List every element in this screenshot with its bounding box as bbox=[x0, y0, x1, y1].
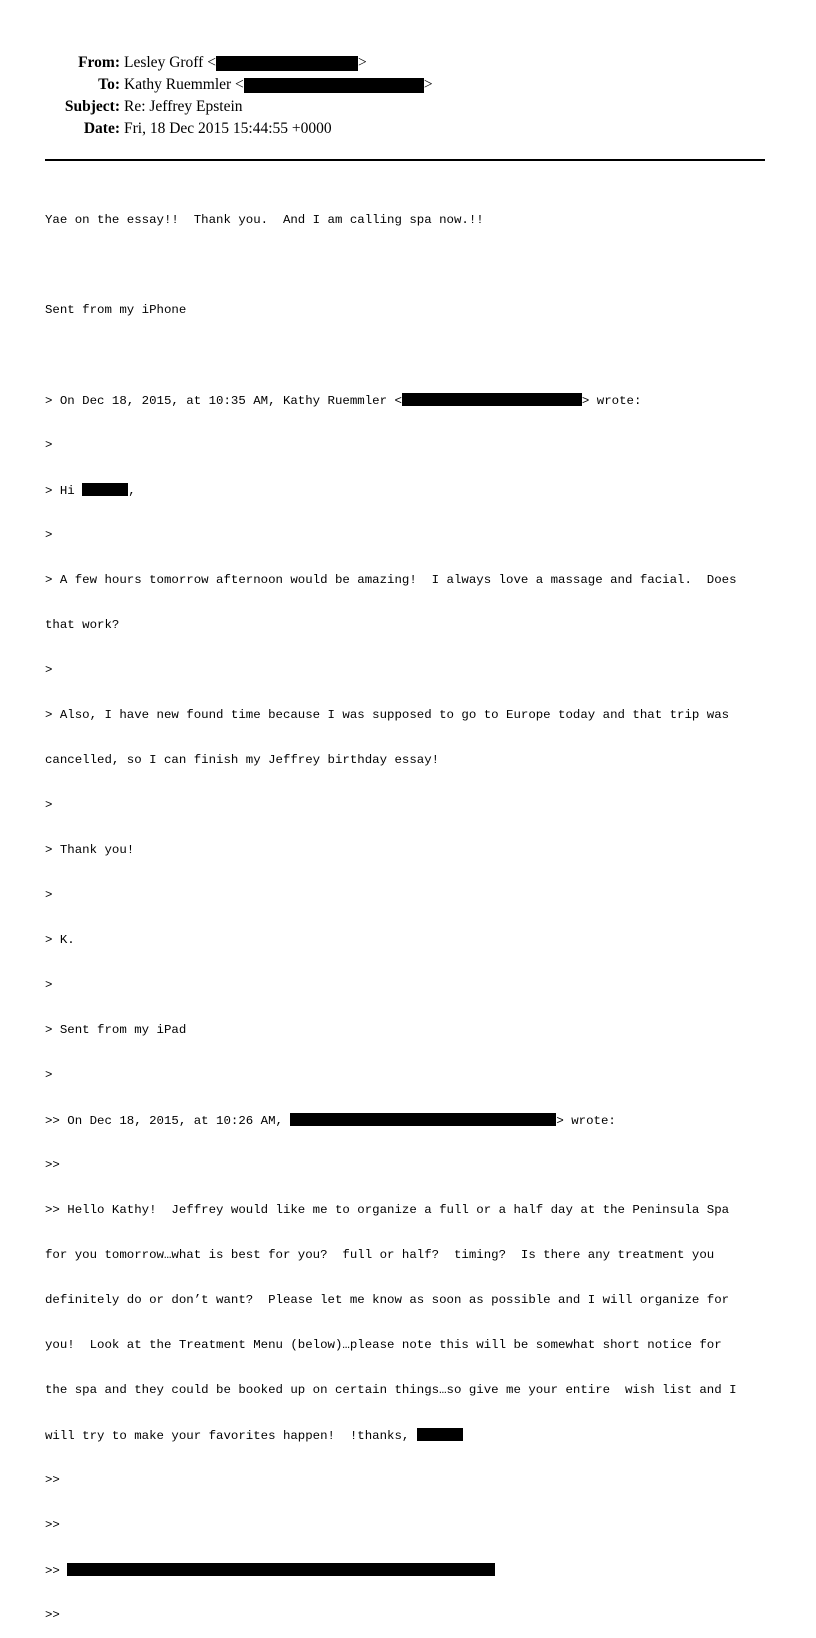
quote-attribution: > On Dec 18, 2015, at 10:35 AM, Kathy Ruemmler < bbox=[45, 394, 402, 408]
redaction-block bbox=[417, 1428, 463, 1441]
body-line: > A few hours tomorrow afternoon would be amazing! I always love a massage and facial. Does bbox=[45, 573, 737, 587]
body-line: > bbox=[45, 438, 53, 452]
body-line: Yae on the essay!! Thank you. And I am calling spa now.!! bbox=[45, 213, 484, 227]
body-line: > bbox=[45, 888, 53, 902]
from-label: From: bbox=[78, 54, 120, 71]
body-line bbox=[45, 1563, 775, 1578]
redaction-block bbox=[402, 393, 582, 406]
body-line: cancelled, so I can finish my Jeffrey birthday essay! bbox=[45, 753, 440, 767]
body-line: >> bbox=[45, 1608, 60, 1622]
body-line: > Thank you! bbox=[45, 843, 135, 857]
date-value: Fri, 18 Dec 2015 15:44:55 +0000 bbox=[124, 120, 332, 137]
from-name: Lesley Groff < bbox=[124, 54, 216, 71]
greeting-end: , bbox=[128, 484, 136, 498]
subject-label: Subject: bbox=[64, 98, 120, 115]
body-line bbox=[45, 393, 775, 408]
from-value bbox=[124, 52, 367, 74]
body-line: > Sent from my iPad bbox=[45, 1023, 187, 1037]
quote-attribution-end: > wrote: bbox=[581, 394, 642, 408]
quote-attribution-end: > wrote: bbox=[556, 1114, 616, 1128]
body-line: > Also, I have new found time because I was supposed to go to Europe today and that trip was bbox=[45, 708, 730, 722]
body-line: >> bbox=[45, 1473, 60, 1487]
quote-marker: >> bbox=[45, 1564, 68, 1578]
body-line bbox=[45, 1113, 775, 1128]
body-line: > K. bbox=[45, 933, 75, 947]
redaction-block bbox=[82, 483, 128, 496]
from-close: > bbox=[357, 54, 367, 71]
body-line: >> bbox=[45, 1518, 60, 1532]
quote-attribution: >> On Dec 18, 2015, at 10:26 AM, bbox=[45, 1114, 291, 1128]
body-line bbox=[45, 1428, 775, 1443]
body-line bbox=[45, 348, 775, 363]
body-line: >> bbox=[45, 1158, 60, 1172]
subject-row bbox=[0, 96, 816, 118]
redaction-block bbox=[67, 1563, 495, 1576]
from-row bbox=[0, 52, 816, 74]
to-close: > bbox=[423, 76, 433, 93]
email-header bbox=[0, 52, 816, 140]
greeting: > Hi bbox=[45, 484, 83, 498]
body-line: Sent from my iPhone bbox=[45, 303, 187, 317]
redaction-block bbox=[216, 56, 358, 71]
body-line: > bbox=[45, 663, 53, 677]
body-line: definitely do or don’t want? Please let me know as soon as possible and I will organize for bbox=[45, 1293, 730, 1307]
signoff: will try to make your favorites happen! !thanks, bbox=[45, 1429, 417, 1443]
body-line: >> Hello Kathy! Jeffrey would like me to organize a full or a half day at the Peninsula Spa bbox=[45, 1203, 730, 1217]
redaction-block bbox=[290, 1113, 556, 1126]
email-body bbox=[45, 183, 775, 1638]
to-name: Kathy Ruemmler < bbox=[124, 76, 244, 93]
to-row bbox=[0, 74, 816, 96]
body-line bbox=[45, 258, 775, 273]
body-line bbox=[45, 483, 775, 498]
to-label: To: bbox=[98, 76, 120, 93]
date-row bbox=[0, 118, 816, 140]
header-divider bbox=[45, 159, 765, 161]
body-line: the spa and they could be booked up on certain things…so give me your entire wish list and I bbox=[45, 1383, 737, 1397]
body-line: > bbox=[45, 1068, 53, 1082]
body-line: for you tomorrow…what is best for you? full or half? timing? Is there any treatment you bbox=[45, 1248, 715, 1262]
date-label: Date: bbox=[83, 120, 120, 137]
body-line: > bbox=[45, 528, 53, 542]
redaction-block bbox=[244, 78, 424, 93]
body-line: > bbox=[45, 978, 53, 992]
body-line: you! Look at the Treatment Menu (below)…please note this will be somewhat short notice for bbox=[45, 1338, 722, 1352]
to-value bbox=[124, 74, 433, 96]
body-line: > bbox=[45, 798, 53, 812]
body-line: that work? bbox=[45, 618, 120, 632]
subject-value: Re: Jeffrey Epstein bbox=[124, 98, 243, 115]
